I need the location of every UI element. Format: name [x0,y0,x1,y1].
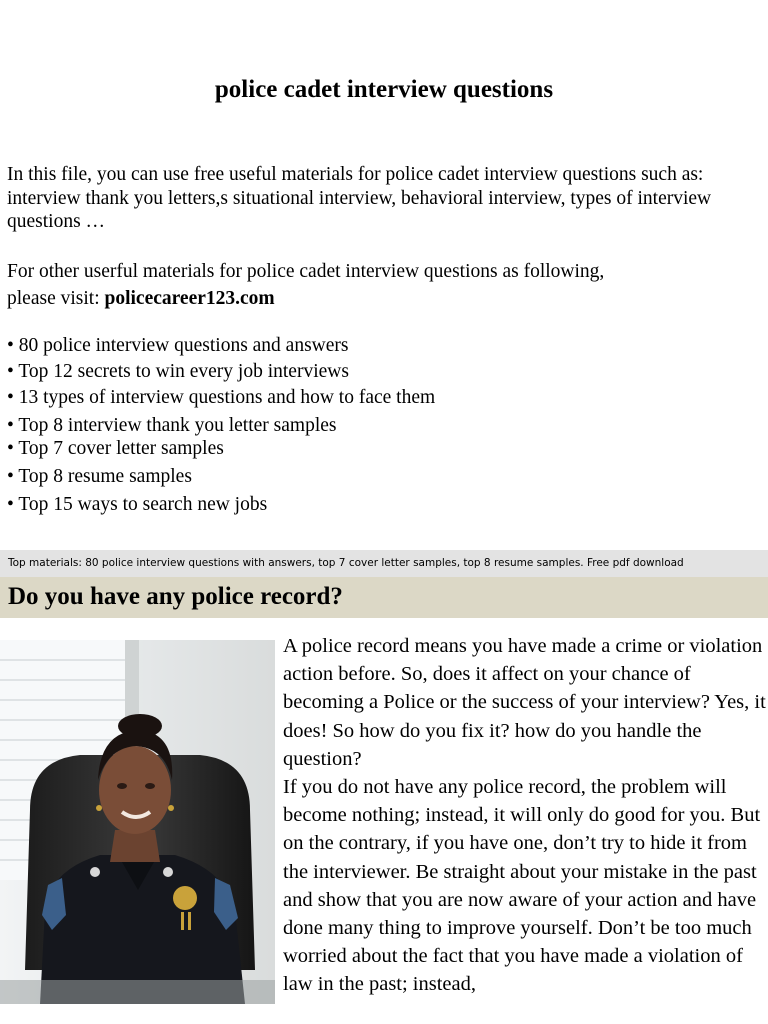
list-item: • Top 8 resume samples [7,466,192,487]
top-materials-banner[interactable]: Top materials: 80 police interview questions with answers, top 7 cover letter samples, top 8 resume samples. Free pdf download [0,550,768,577]
other-materials-paragraph [7,258,757,312]
visit-site-link[interactable]: policecareer123.com [104,288,275,309]
article-body [283,632,768,999]
intro-paragraph: In this file, you can use free useful materials for police cadet interview questions such as: interview thank you letters,s situational interview, behavioral interview, types of interview questions … [7,164,712,232]
materials-list [7,333,757,518]
other-materials-line: For other userful materials for police cadet interview questions as following, [7,261,605,282]
list-item: • 80 police interview questions and answers [7,335,349,356]
body-paragraph: If you do not have any police record, the problem will become nothing; instead, it will only do good for you. But on the contrary, if you have one, don’t try to hide it from the interviewer. Be straight about your mistake in the past and show that you are now aware of your action and have done many thing to improve yourself. Don’t be too much worried about the fact that you have made a violation of law in the past; instead, [283,776,761,996]
police-officer-photo-icon [0,640,275,1004]
section-header [0,577,768,618]
list-item: • 13 types of interview questions and how to face them [7,387,436,408]
page-title: police cadet interview questions [214,76,554,103]
visit-prefix: please visit: [7,288,105,309]
body-paragraph: A police record means you have made a crime or violation action before. So, does it affect on your chance of becoming a Police or the success of your interview? Yes, it does! So how do you fix it? how do you handle the question? [283,635,766,770]
list-item: • Top 7 cover letter samples [7,438,224,459]
list-item: • Top 8 interview thank you letter samples [7,415,337,436]
list-item: • Top 12 secrets to win every job interviews [7,361,349,382]
section-title: Do you have any police record? [8,583,343,610]
police-officer-photo [0,640,275,1004]
list-item: • Top 15 ways to search new jobs [7,494,268,515]
